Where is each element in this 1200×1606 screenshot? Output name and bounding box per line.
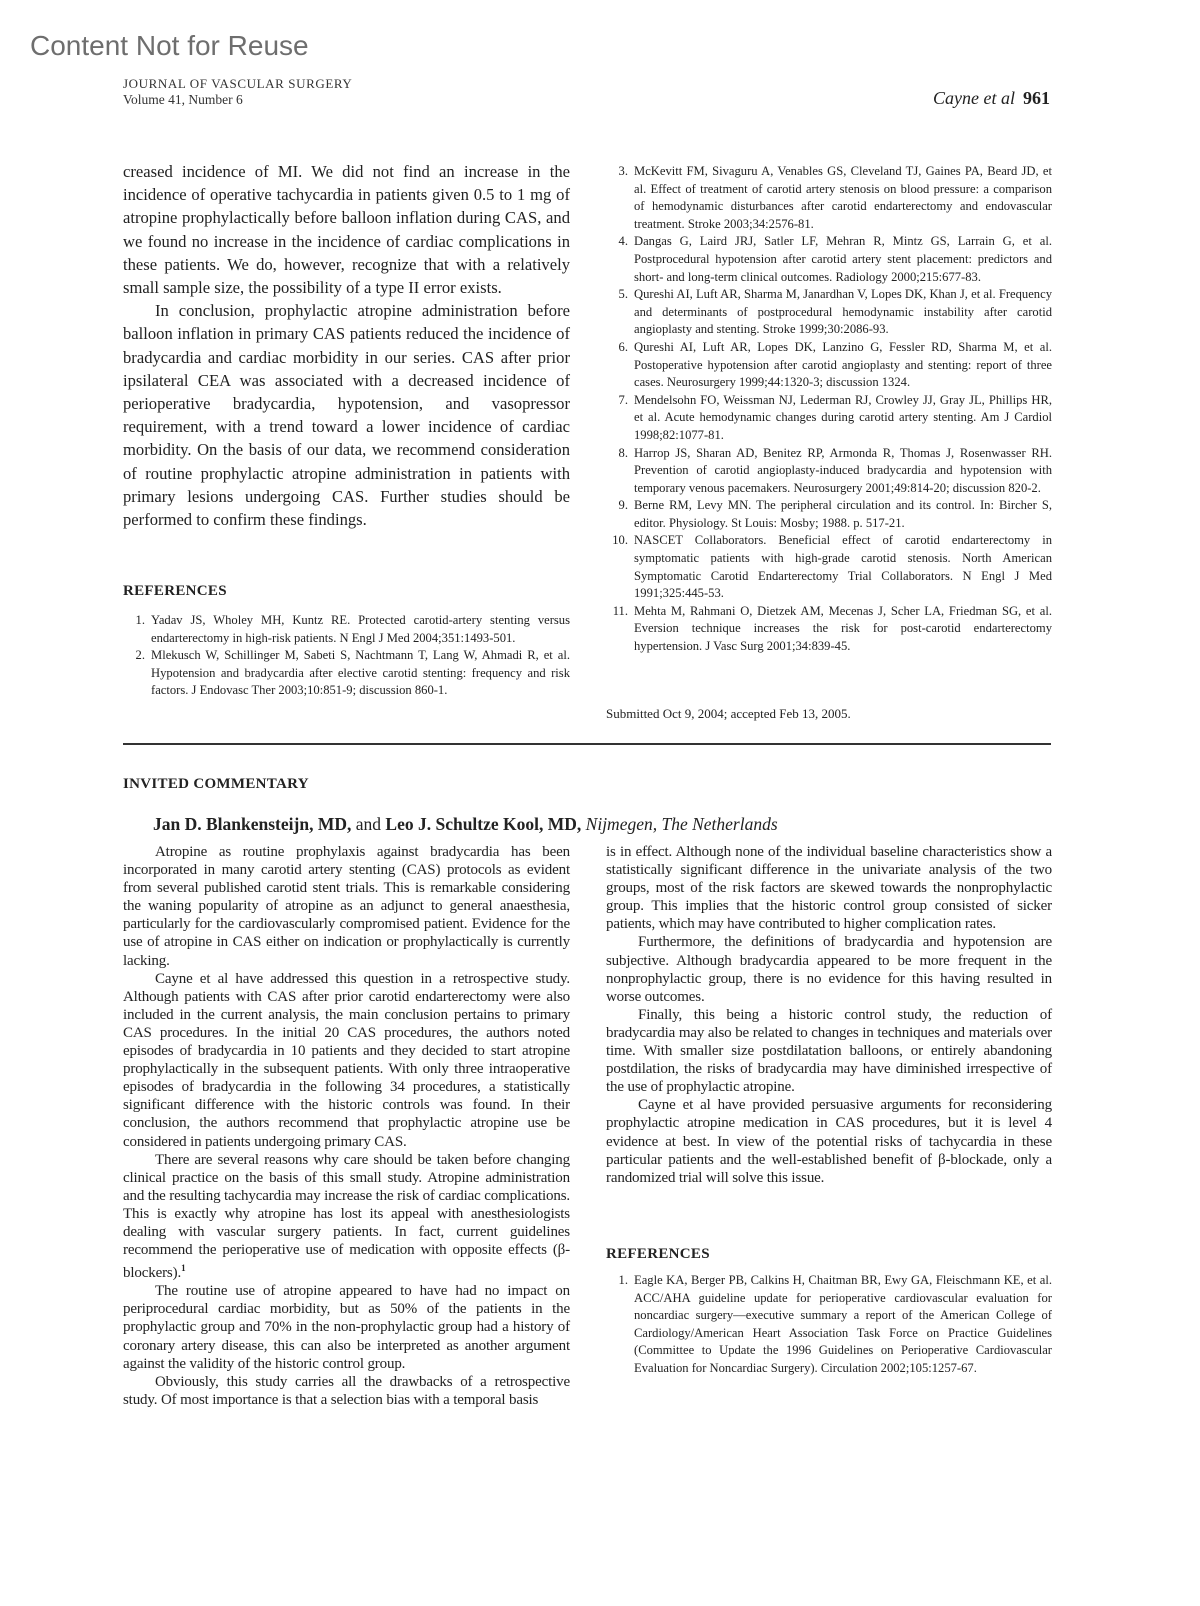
reference-text: Qureshi AI, Luft AR, Sharma M, Janardhan V, Lopes DK, Khan J, et al. Frequency and determinants of postprocedural hemodynamic instability after carotid angioplasty and stenting. Stroke 1999;30:2086-93.	[634, 287, 1052, 337]
paragraph: The routine use of atropine appeared to have had no impact on periprocedural cardiac morbidity, but as 50% of the patients in the prophylactic group and 70% in the non-prophylactic group had a history of coronary artery disease, this can also be interpreted as another argument against the validity of the historic control group.	[123, 1283, 570, 1372]
watermark: Content Not for Reuse	[30, 30, 309, 61]
reference-text: Dangas G, Laird JRJ, Satler LF, Mehran R, Mintz GS, Larrain G, et al. Postprocedural hypotension after carotid artery stent placement: predictors and short- and long-term clinical outcomes. Radiology 2000;215:677-83.	[634, 234, 1052, 284]
author-2: Leo J. Schultze Kool, MD,	[385, 814, 582, 834]
reference-list-left	[123, 612, 570, 700]
reference-number: 11.	[612, 603, 628, 618]
reference-text: Yadav JS, Wholey MH, Kuntz RE. Protected carotid-artery stenting versus endarterectomy in high-risk patients. N Engl J Med 2004;351:1493-501.	[151, 613, 570, 645]
author-1: Jan D. Blankensteijn, MD,	[153, 814, 352, 834]
paragraph: Obviously, this study carries all the drawbacks of a retrospective study. Of most importance is that a selection bias with a temporal basis	[123, 1373, 570, 1408]
journal-name: JOURNAL OF VASCULAR SURGERY	[123, 76, 353, 91]
paragraph	[123, 1151, 570, 1283]
reference-item	[606, 603, 1052, 656]
journal-volume: Volume 41, Number 6	[123, 92, 243, 107]
paragraph: creased incidence of MI. We did not find an increase in the incidence of operative tachycardia in patients given 0.5 to 1 mg of atropine prophylactically before balloon inflation during CAS, and we found no increase in the incidence of cardiac complications in these patients. We do, however, recognize that with a relatively small sample size, the possibility of a type II error exists.	[123, 162, 570, 298]
paragraph: Atropine as routine prophylaxis against bradycardia has been incorporated in many carotid artery stenting (CAS) protocols as evident from several published carotid stent trials. This is remarkable considering the waning popularity of atropine as an adjunct to general anaesthesia, particularly for the cardiovascularly compromised patient. Evidence for the use of atropine in CAS either on indication or prophylactically is currently lacking.	[123, 844, 570, 969]
reference-item	[606, 339, 1052, 392]
reference-number: 6.	[618, 339, 628, 354]
paragraph: is in effect. Although none of the individual baseline characteristics show a statistically significant difference in the univariate analysis of the two groups, most of the risk factors are skewed towards the nonprophylactic group. This implies that the historic control group consisted of sicker patients, which may have contributed to higher complication rates.	[606, 844, 1052, 933]
commentary-authors	[153, 814, 778, 835]
reference-text: Eagle KA, Berger PB, Calkins H, Chaitman BR, Ewy GA, Fleischmann KE, et al. ACC/AHA guideline update for perioperative cardiovascular evaluation for noncardiac surgery—executive summary a report of the American College of Cardiology/American Heart Association Task Force on Practice Guidelines (Committee to Update the 1996 Guidelines on Perioperative Cardiovascular Evaluation for Noncardiac Surgery). Circulation 2002;105:1257-67.	[634, 1273, 1052, 1375]
paragraph: Cayne et al have provided persuasive arguments for reconsidering prophylactic atropine medication in CAS procedures, but it is level 4 evidence at best. In view of the potential risks of tachycardia in these particular patients and the well-established benefit of β-blockade, only a randomized trial will solve this issue.	[606, 1097, 1052, 1186]
reference-item	[606, 445, 1052, 498]
reference-item	[606, 497, 1052, 532]
reference-text: McKevitt FM, Sivaguru A, Venables GS, Cleveland TJ, Gaines PA, Beard JD, et al. Effect of treatment of carotid artery stenosis on blood pressure: a comparison of hemodynamic disturbances after carotid endarterectomy and endovascular treatment. Stroke 2003;34:2576-81.	[634, 164, 1052, 231]
reference-list-right	[606, 163, 1052, 656]
reference-number: 7.	[618, 392, 628, 407]
running-head	[933, 88, 1050, 109]
reference-number: 3.	[618, 164, 628, 178]
commentary-references-heading: REFERENCES	[606, 1246, 710, 1262]
commentary-reference-list	[606, 1272, 1052, 1378]
author-location: Nijmegen, The Netherlands	[585, 814, 778, 834]
reference-item	[606, 532, 1052, 602]
paragraph: In conclusion, prophylactic atropine administration before balloon inflation in primary CAS patients reduced the incidence of bradycardia and cardiac morbidity in our series. CAS after prior ipsilateral CEA was associated with a decreased incidence of perioperative bradycardia, hypotension, and vasopressor requirement, with a trend toward a lower incidence of cardiac morbidity. On the basis of our data, we recommend consideration of routine prophylactic atropine administration in patients with primary lesions undergoing CAS. Further studies should be performed to confirm these findings.	[123, 301, 570, 530]
reference-item	[606, 286, 1052, 339]
reference-item	[123, 647, 570, 700]
footnote-marker: 1	[181, 1263, 186, 1274]
reference-number: 4.	[618, 234, 628, 249]
reference-number: 1.	[135, 613, 145, 627]
reference-item	[606, 1272, 1052, 1378]
reference-number: 9.	[618, 498, 628, 513]
reference-text: NASCET Collaborators. Beneficial effect of carotid endarterectomy in symptomatic patients with high-grade carotid stenosis. North American Symptomatic Carotid Endarterectomy Trial Collaborators. N Engl J Med 1991;325:445-53.	[634, 533, 1052, 601]
paragraph-text: There are several reasons why care should be taken before changing clinical practice on the basis of this small study. Atropine administration and the resulting tachycardia may increase the risk of cardiac complications. This is exactly why atropine has lost its appeal with anesthesiologists dealing with vascular surgery patients. In fact, current guidelines recommend the perioperative use of medication with opposite effects (β-blockers).	[123, 1151, 571, 1282]
reference-number: 8.	[618, 445, 628, 460]
paragraph: Cayne et al have addressed this question in a retrospective study. Although patients with CAS after prior carotid endarterectomy were also included in the current analysis, the main conclusion pertains to primary CAS procedures. In the initial 20 CAS procedures, the authors noted episodes of bradycardia in 10 patients and they decided to start atropine prophylactically in the subsequent patients. With only three intraoperative episodes of bradycardia in the following 34 procedures, a statistically significant difference with the historic controls was found. In their conclusion, the authors recommend that prophylactic atropine use be considered in patients undergoing primary CAS.	[123, 970, 570, 1150]
reference-text: Harrop JS, Sharan AD, Benitez RP, Armonda R, Thomas J, Rosenwasser RH. Prevention of carotid angioplasty-induced bradycardia and hypotension with temporary venous pacemakers. Neurosurgery 2001;49:814-20; discussion 820-2.	[634, 445, 1052, 495]
section-divider	[123, 743, 1051, 745]
paragraph: Finally, this being a historic control study, the reduction of bradycardia may also be related to changes in techniques and materials over time. With smaller size postdilatation balloons, or entirely abandoning postdilation, the risks of bradycardia may have diminished irrespective of the use of prophylactic atropine.	[606, 1006, 1052, 1096]
submission-dates: Submitted Oct 9, 2004; accepted Feb 13, 2005.	[606, 706, 851, 721]
reference-text: Berne RM, Levy MN. The peripheral circulation and its control. In: Bircher S, editor. Physiology. St Louis: Mosby; 1988. p. 517-21.	[634, 498, 1052, 530]
commentary-right-column	[606, 843, 1052, 1187]
references-heading: REFERENCES	[123, 583, 227, 599]
reference-text: Mendelsohn FO, Weissman NJ, Lederman RJ, Crowley JJ, Gray JL, Phillips HR, et al. Acute hemodynamic changes during carotid artery stenting. Am J Cardiol 1998;82:1077-81.	[634, 392, 1052, 442]
commentary-heading: INVITED COMMENTARY	[123, 776, 309, 792]
paragraph: Furthermore, the definitions of bradycardia and hypotension are subjective. Although bradycardia appeared to be more frequent in the nonprophylactic group, there is no evidence for this having resulted in worse outcomes.	[606, 934, 1052, 1005]
reference-text: Mehta M, Rahmani O, Dietzek AM, Mecenas J, Scher LA, Friedman SG, et al. Eversion technique increases the risk for post-carotid endarterectomy hypertension. J Vasc Surg 2001;34:839-45.	[634, 603, 1052, 654]
reference-item	[606, 163, 1052, 233]
reference-text: Qureshi AI, Luft AR, Lopes DK, Lanzino G, Fessler RD, Sharma M, et al. Postoperative hypotension after carotid angioplasty and stenting: report of three cases. Neurosurgery 1999;44:1320-3; discussion 1324.	[634, 339, 1052, 390]
author-conjunction: and	[355, 814, 382, 834]
reference-item	[123, 612, 570, 647]
reference-number: 5.	[618, 287, 628, 302]
article-conclusion	[123, 160, 570, 531]
reference-number: 10.	[612, 533, 628, 548]
running-head-authors: Cayne et al	[933, 88, 1015, 108]
commentary-left-column	[123, 843, 570, 1409]
reference-item	[606, 233, 1052, 286]
reference-number: 2.	[135, 648, 145, 663]
reference-item	[606, 392, 1052, 445]
reference-text: Mlekusch W, Schillinger M, Sabeti S, Nachtmann T, Lang W, Ahmadi R, et al. Hypotension and bradycardia after elective carotid stenting: frequency and risk factors. J Endovasc Ther 2003;10:851-9; discussion 860-1.	[151, 648, 570, 698]
reference-number: 1.	[618, 1273, 628, 1287]
page-number: 961	[1023, 88, 1050, 108]
